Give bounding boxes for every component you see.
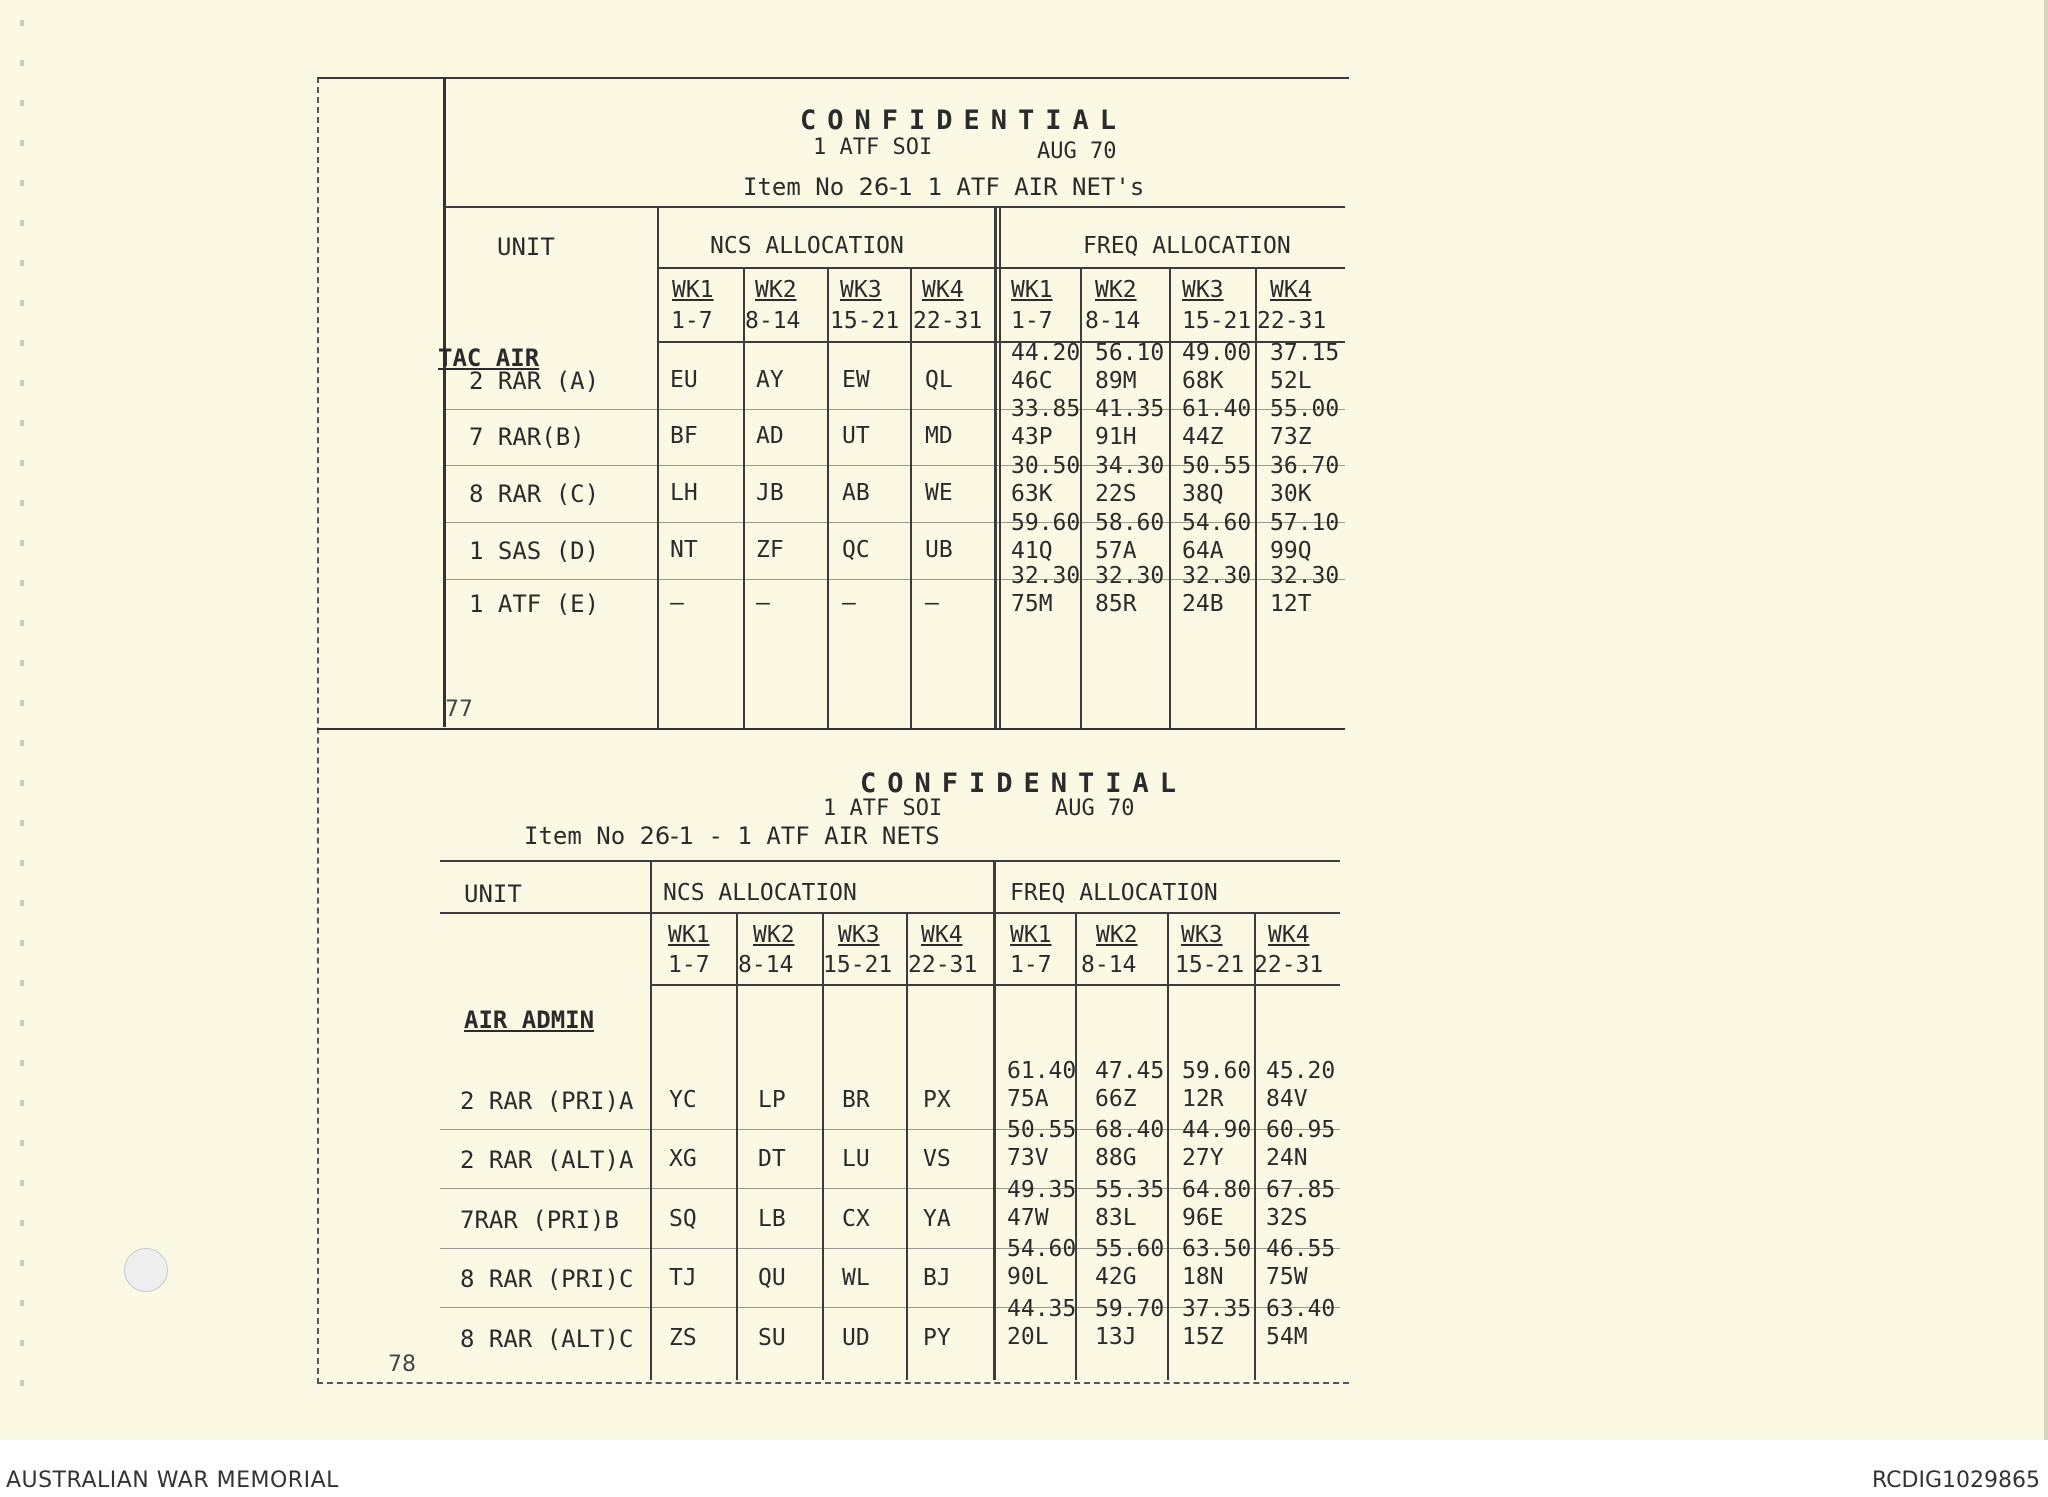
ncs-callsign: WE [925, 480, 953, 506]
item-label: Item No [524, 822, 626, 850]
ncs-range-4: 22-31 [908, 952, 978, 978]
frequency-value: 63.40 [1266, 1296, 1336, 1322]
freq-entry [1007, 1176, 1076, 1232]
unit-name: 8 RAR (C) [469, 480, 600, 508]
ncs-callsign: QL [925, 367, 953, 393]
freq-entry [1095, 1176, 1164, 1232]
freq-entry [1011, 395, 1080, 451]
frequency-callsign: 13J [1095, 1324, 1137, 1350]
punch-hole [124, 1248, 168, 1292]
freq-entry [1266, 1057, 1335, 1113]
page-number: 78 [388, 1352, 416, 1377]
unit-name: 1 SAS (D) [469, 537, 600, 565]
ncs-callsign: UB [925, 537, 953, 563]
ncs-header: NCS ALLOCATION [710, 233, 904, 259]
frequency-value: 60.95 [1266, 1117, 1336, 1143]
frequency-callsign: 52L [1270, 368, 1312, 394]
freq-entry [1270, 562, 1339, 618]
rule [657, 267, 1345, 269]
frequency-value: 68.40 [1095, 1117, 1165, 1143]
frequency-callsign: 75A [1007, 1086, 1049, 1112]
frequency-value: 44.90 [1182, 1117, 1252, 1143]
frequency-value: 33.85 [1011, 396, 1081, 422]
freq-entry [1095, 339, 1164, 395]
frequency-value: 32.30 [1011, 563, 1081, 589]
freq-week-2: WK2 [1095, 277, 1137, 303]
frequency-value: 63.50 [1182, 1236, 1252, 1262]
freq-entry [1270, 339, 1339, 395]
freq-entry [1182, 509, 1251, 565]
ncs-range-3: 15-21 [830, 308, 900, 334]
confidential-heading: CONFIDENTIAL [800, 105, 1128, 136]
freq-entry [1007, 1235, 1076, 1291]
ncs-callsign: UD [842, 1325, 870, 1351]
freq-entry [1011, 339, 1080, 395]
footer-id: RCDIG1029865 [1871, 1468, 2040, 1493]
freq-week-3: WK3 [1181, 922, 1223, 948]
frequency-callsign: 83L [1095, 1205, 1137, 1231]
freq-entry [1007, 1295, 1076, 1351]
ncs-callsign: ZF [756, 537, 784, 563]
ncs-week-4: WK4 [922, 277, 964, 303]
freq-range-1: 1-7 [1010, 952, 1052, 978]
freq-entry [1182, 1176, 1251, 1232]
frequency-callsign: 96E [1182, 1205, 1224, 1231]
frequency-value: 61.40 [1007, 1058, 1077, 1084]
ncs-callsign: AY [756, 367, 784, 393]
freq-week-1: WK1 [1011, 277, 1053, 303]
freq-entry [1095, 1295, 1164, 1351]
frequency-value: 30.50 [1011, 453, 1081, 479]
group-label: TAC AIR [438, 344, 540, 372]
section-1 [438, 77, 1345, 727]
rule [445, 206, 1345, 208]
freq-range-3: 15-21 [1175, 952, 1245, 978]
freq-entry [1182, 452, 1251, 508]
ncs-callsign: — [756, 590, 770, 616]
ncs-header: NCS ALLOCATION [663, 880, 857, 906]
frequency-value: 67.85 [1266, 1177, 1336, 1203]
ncs-callsign: LU [842, 1146, 870, 1172]
item-number: 26-1 [858, 173, 914, 201]
frequency-value: 59.60 [1011, 510, 1081, 536]
unit-name: 1 ATF (E) [469, 590, 600, 618]
page-edge [2044, 0, 2048, 1440]
freq-range-4: 22-31 [1257, 308, 1327, 334]
ncs-week-2: WK2 [753, 922, 795, 948]
frequency-callsign: 32S [1266, 1205, 1308, 1231]
group-label: AIR ADMIN [464, 1006, 595, 1034]
vline [650, 862, 652, 1380]
freq-entry [1095, 1235, 1164, 1291]
ncs-week-3: WK3 [838, 922, 880, 948]
frequency-value: 44.20 [1011, 340, 1081, 366]
ncs-callsign: EU [670, 367, 698, 393]
vline [1169, 269, 1171, 728]
ncs-callsign: EW [842, 367, 870, 393]
ncs-range-1: 1-7 [668, 952, 710, 978]
frequency-value: 49.35 [1007, 1177, 1077, 1203]
ncs-callsign: AB [842, 480, 870, 506]
freq-entry [1182, 1235, 1251, 1291]
vline [993, 862, 996, 1380]
frequency-callsign: 64A [1182, 538, 1224, 564]
unit-header: UNIT [464, 880, 522, 908]
freq-week-2: WK2 [1096, 922, 1138, 948]
frequency-value: 50.55 [1007, 1117, 1077, 1143]
frequency-callsign: 47W [1007, 1205, 1049, 1231]
ncs-callsign: ZS [669, 1325, 697, 1351]
freq-week-3: WK3 [1182, 277, 1224, 303]
ncs-callsign: DT [758, 1146, 786, 1172]
frequency-value: 49.00 [1182, 340, 1252, 366]
frequency-callsign: 46C [1011, 368, 1053, 394]
frequency-value: 54.60 [1182, 510, 1252, 536]
frequency-callsign: 84V [1266, 1086, 1308, 1112]
frequency-callsign: 75M [1011, 591, 1053, 617]
frequency-value: 41.35 [1095, 396, 1165, 422]
frequency-callsign: 73V [1007, 1145, 1049, 1171]
freq-header: FREQ ALLOCATION [1010, 880, 1218, 906]
frequency-value: 34.30 [1095, 453, 1165, 479]
ncs-callsign: BJ [923, 1265, 951, 1291]
freq-entry [1011, 509, 1080, 565]
frequency-value: 37.35 [1182, 1296, 1252, 1322]
item-number: 26-1 [639, 822, 695, 850]
ncs-callsign: WL [842, 1265, 870, 1291]
freq-entry [1270, 509, 1339, 565]
freq-entry [1266, 1235, 1335, 1291]
freq-entry [1095, 452, 1164, 508]
frequency-callsign: 27Y [1182, 1145, 1224, 1171]
ncs-callsign: SQ [669, 1206, 697, 1232]
frequency-callsign: 20L [1007, 1324, 1049, 1350]
ncs-callsign: MD [925, 423, 953, 449]
freq-entry [1095, 562, 1164, 618]
freq-entry [1095, 1057, 1164, 1113]
frequency-callsign: 66Z [1095, 1086, 1137, 1112]
ncs-callsign: JB [756, 480, 784, 506]
vline [1255, 269, 1257, 728]
frequency-callsign: 24B [1182, 591, 1224, 617]
ncs-callsign: LP [758, 1087, 786, 1113]
frequency-callsign: 24N [1266, 1145, 1308, 1171]
freq-entry [1011, 562, 1080, 618]
ncs-callsign: XG [669, 1146, 697, 1172]
frequency-value: 37.15 [1270, 340, 1340, 366]
ncs-range-2: 8-14 [745, 308, 801, 334]
date-label: AUG 70 [1037, 139, 1117, 164]
confidential-heading: CONFIDENTIAL [860, 768, 1188, 799]
frequency-callsign: 89M [1095, 368, 1137, 394]
ncs-range-3: 15-21 [823, 952, 893, 978]
freq-entry [1266, 1295, 1335, 1351]
frequency-value: 59.60 [1182, 1058, 1252, 1084]
ncs-callsign: YA [923, 1206, 951, 1232]
unit-name: 7 RAR(B) [469, 423, 585, 451]
frequency-callsign: 43P [1011, 424, 1053, 450]
freq-range-1: 1-7 [1011, 308, 1053, 334]
frequency-callsign: 91H [1095, 424, 1137, 450]
frequency-callsign: 57A [1095, 538, 1137, 564]
freq-week-1: WK1 [1010, 922, 1052, 948]
item-description: 1 ATF AIR NET's [927, 173, 1145, 201]
section-2 [388, 730, 1340, 1380]
ncs-range-1: 1-7 [671, 308, 713, 334]
rule [650, 984, 1340, 986]
vline [827, 269, 829, 728]
unit-name: 8 RAR (ALT)C [460, 1325, 634, 1353]
frequency-value: 32.30 [1095, 563, 1165, 589]
unit-name: 7RAR (PRI)B [460, 1206, 619, 1234]
ncs-callsign: BR [842, 1087, 870, 1113]
item-description: - 1 ATF AIR NETS [708, 822, 940, 850]
ncs-week-1: WK1 [668, 922, 710, 948]
freq-entry [1270, 452, 1339, 508]
unit-name: 8 RAR (PRI)C [460, 1265, 634, 1293]
frequency-value: 55.35 [1095, 1177, 1165, 1203]
ncs-callsign: BF [670, 423, 698, 449]
vline [743, 269, 745, 728]
ncs-callsign: — [925, 590, 939, 616]
ncs-callsign: LB [758, 1206, 786, 1232]
freq-entry [1266, 1176, 1335, 1232]
frequency-callsign: 30K [1270, 481, 1312, 507]
frequency-value: 55.60 [1095, 1236, 1165, 1262]
freq-week-4: WK4 [1270, 277, 1312, 303]
ncs-week-4: WK4 [921, 922, 963, 948]
ncs-range-4: 22-31 [913, 308, 983, 334]
frequency-value: 47.45 [1095, 1058, 1165, 1084]
frequency-callsign: 85R [1095, 591, 1137, 617]
frequency-callsign: 44Z [1182, 424, 1224, 450]
margin-marks [20, 20, 24, 1420]
unit-header: UNIT [497, 233, 555, 261]
rule [440, 912, 1340, 914]
freq-entry [1095, 395, 1164, 451]
frequency-callsign: 42G [1095, 1264, 1137, 1290]
freq-entry [1182, 1057, 1251, 1113]
frequency-value: 64.80 [1182, 1177, 1252, 1203]
freq-entry [1095, 509, 1164, 565]
frequency-callsign: 75W [1266, 1264, 1308, 1290]
ncs-week-1: WK1 [672, 277, 714, 303]
freq-entry [1182, 1295, 1251, 1351]
freq-range-3: 15-21 [1182, 308, 1252, 334]
vline [910, 269, 912, 728]
frequency-callsign: 12R [1182, 1086, 1224, 1112]
ncs-callsign: — [842, 590, 856, 616]
vline [657, 208, 659, 728]
frequency-callsign: 90L [1007, 1264, 1049, 1290]
ncs-callsign: — [670, 590, 684, 616]
frequency-value: 50.55 [1182, 453, 1252, 479]
footer [0, 1440, 2048, 1497]
ncs-callsign: TJ [669, 1265, 697, 1291]
unit-name: 2 RAR (A) [469, 367, 600, 395]
frequency-callsign: 68K [1182, 368, 1224, 394]
page-number: 77 [445, 697, 473, 722]
frequency-value: 59.70 [1095, 1296, 1165, 1322]
footer-source: AUSTRALIAN WAR MEMORIAL [6, 1468, 339, 1493]
unit-name: 2 RAR (ALT)A [460, 1146, 634, 1174]
ncs-callsign: AD [756, 423, 784, 449]
frequency-value: 58.60 [1095, 510, 1165, 536]
frequency-callsign: 88G [1095, 1145, 1137, 1171]
ncs-callsign: VS [923, 1146, 951, 1172]
frequency-value: 57.10 [1270, 510, 1340, 536]
vline [999, 208, 1001, 728]
frequency-value: 32.30 [1270, 563, 1340, 589]
ncs-week-2: WK2 [755, 277, 797, 303]
frequency-value: 44.35 [1007, 1296, 1077, 1322]
freq-entry [1182, 395, 1251, 451]
freq-entry [1182, 562, 1251, 618]
freq-header: FREQ ALLOCATION [1083, 233, 1291, 259]
frequency-callsign: 12T [1270, 591, 1312, 617]
ncs-callsign: QU [758, 1265, 786, 1291]
frequency-value: 54.60 [1007, 1236, 1077, 1262]
frequency-value: 56.10 [1095, 340, 1165, 366]
ncs-callsign: NT [670, 537, 698, 563]
frequency-callsign: 18N [1182, 1264, 1224, 1290]
ncs-callsign: UT [842, 423, 870, 449]
frequency-value: 46.55 [1266, 1236, 1336, 1262]
freq-range-4: 22-31 [1254, 952, 1324, 978]
ncs-callsign: QC [842, 537, 870, 563]
freq-entry [1266, 1116, 1335, 1172]
ncs-callsign: PX [923, 1087, 951, 1113]
freq-entry [1011, 452, 1080, 508]
freq-entry [1270, 395, 1339, 451]
frequency-callsign: 38Q [1182, 481, 1224, 507]
frequency-value: 55.00 [1270, 396, 1340, 422]
vline [994, 208, 997, 728]
frequency-callsign: 41Q [1011, 538, 1053, 564]
vline [1080, 269, 1082, 728]
soi-label: 1 ATF SOI [813, 135, 933, 160]
frequency-callsign: 73Z [1270, 424, 1312, 450]
freq-entry [1095, 1116, 1164, 1172]
frequency-value: 61.40 [1182, 396, 1252, 422]
frequency-callsign: 63K [1011, 481, 1053, 507]
freq-entry [1182, 339, 1251, 395]
frequency-callsign: 22S [1095, 481, 1137, 507]
frequency-value: 32.30 [1182, 563, 1252, 589]
freq-entry [1182, 1116, 1251, 1172]
ncs-range-2: 8-14 [738, 952, 794, 978]
freq-range-2: 8-14 [1085, 308, 1141, 334]
unit-name: 2 RAR (PRI)A [460, 1087, 634, 1115]
freq-week-4: WK4 [1268, 922, 1310, 948]
ncs-callsign: PY [923, 1325, 951, 1351]
frequency-callsign: 99Q [1270, 538, 1312, 564]
frequency-callsign: 54M [1266, 1324, 1308, 1350]
frequency-value: 36.70 [1270, 453, 1340, 479]
soi-label: 1 ATF SOI [823, 796, 943, 821]
freq-entry [1007, 1057, 1076, 1113]
date-label: AUG 70 [1055, 796, 1135, 821]
item-label: Item No [743, 173, 845, 201]
rule [440, 860, 1340, 862]
frequency-value: 45.20 [1266, 1058, 1336, 1084]
ncs-week-3: WK3 [840, 277, 882, 303]
ncs-callsign: CX [842, 1206, 870, 1232]
frequency-callsign: 15Z [1182, 1324, 1224, 1350]
ncs-callsign: LH [670, 480, 698, 506]
ncs-callsign: YC [669, 1087, 697, 1113]
freq-range-2: 8-14 [1081, 952, 1137, 978]
ncs-callsign: SU [758, 1325, 786, 1351]
freq-entry [1007, 1116, 1076, 1172]
